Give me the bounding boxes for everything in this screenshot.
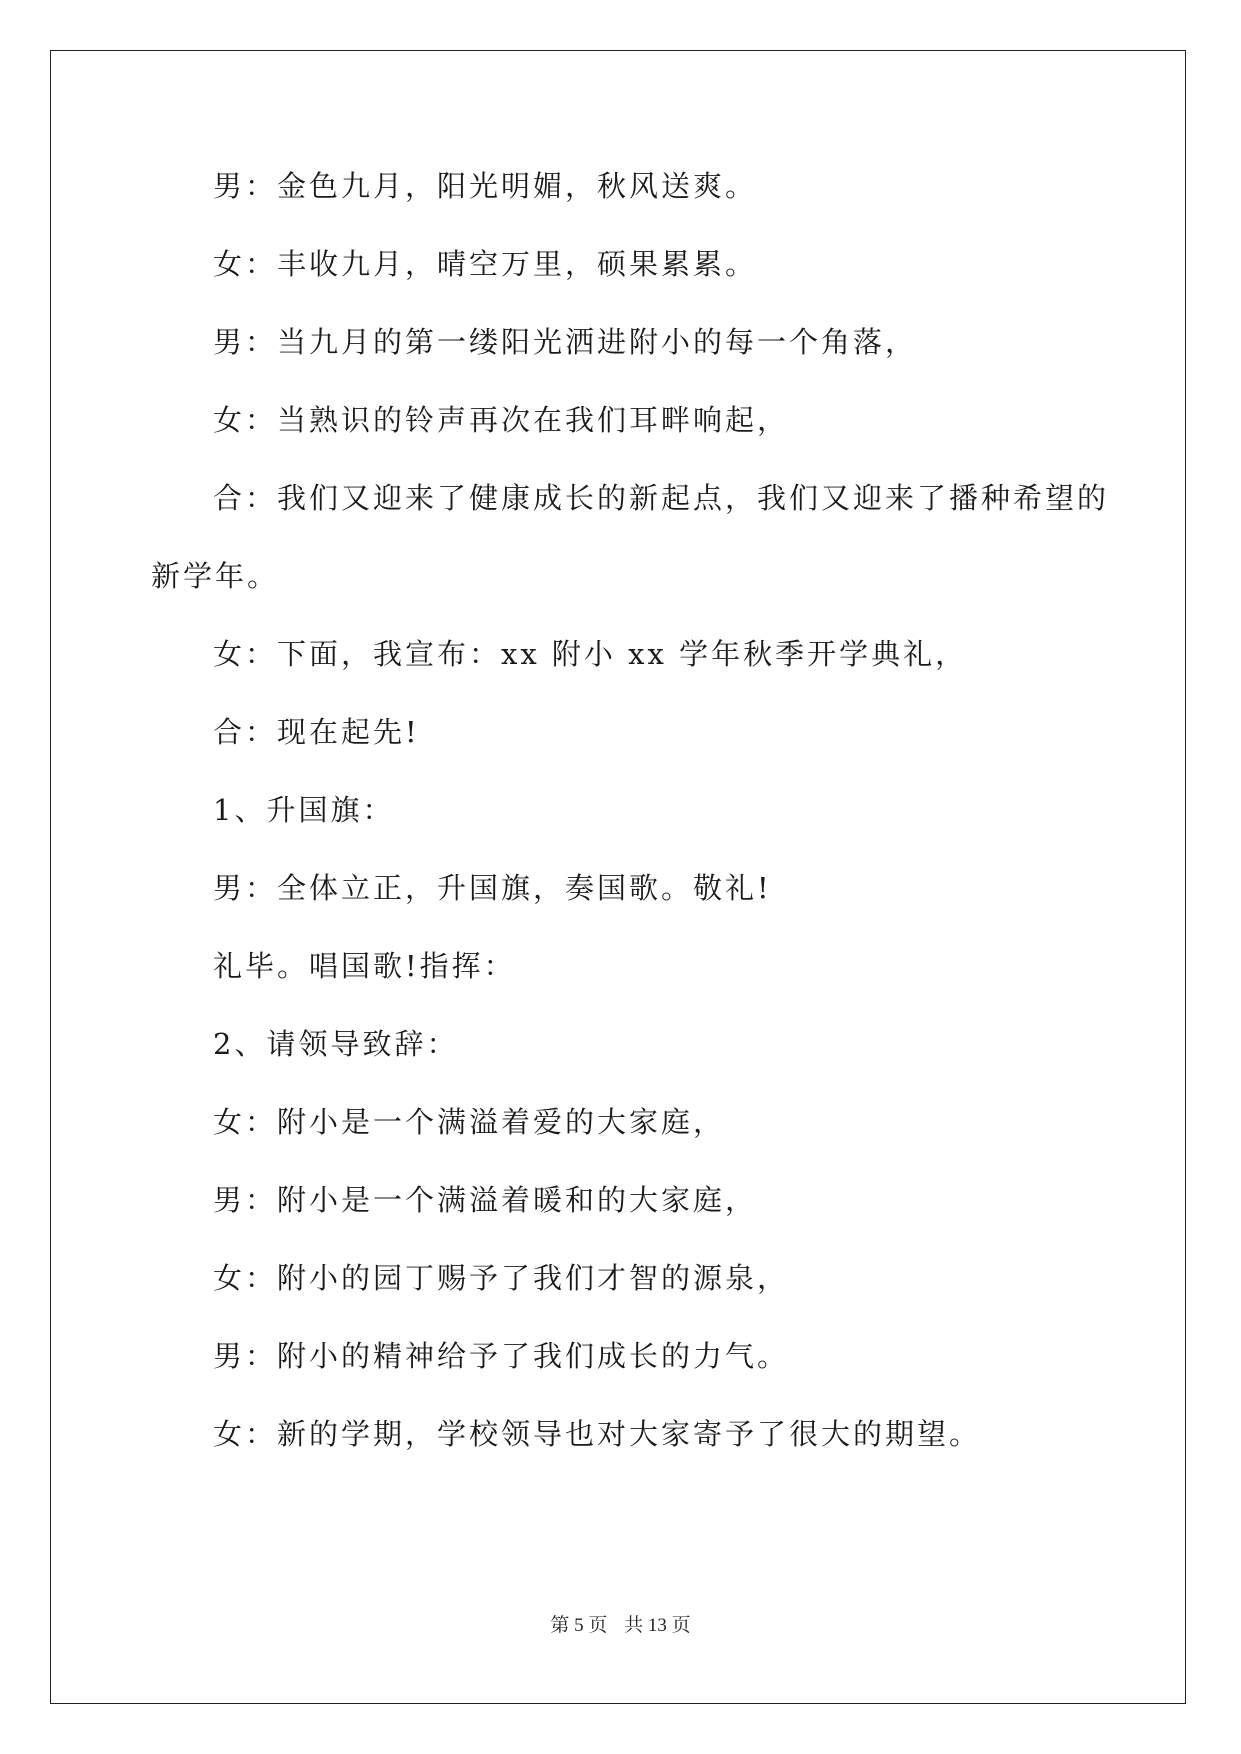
page-total: 共 13 页 bbox=[624, 1615, 691, 1636]
paragraph: 女：下面，我宣布：xx 附小 xx 学年秋季开学典礼， bbox=[213, 637, 968, 671]
paragraph: 合：现在起先! bbox=[213, 715, 420, 749]
paragraph: 合：我们又迎来了健康成长的新起点，我们又迎来了播种希望的 bbox=[213, 481, 1110, 515]
paragraph-continuation: 新学年。 bbox=[151, 559, 280, 593]
page-number: 第 5 页 bbox=[550, 1615, 608, 1636]
page-footer bbox=[0, 1610, 1241, 1637]
paragraph: 男：全体立正，升国旗，奏国歌。敬礼! bbox=[213, 871, 772, 905]
paragraph: 女：附小的园丁赐予了我们才智的源泉， bbox=[213, 1261, 790, 1295]
paragraph: 女：附小是一个满溢着爱的大家庭， bbox=[213, 1105, 726, 1139]
paragraph: 礼毕。唱国歌!指挥： bbox=[213, 949, 516, 983]
paragraph: 男：当九月的第一缕阳光洒进附小的每一个角落， bbox=[213, 325, 918, 359]
paragraph: 女：丰收九月，晴空万里，硕果累累。 bbox=[213, 247, 758, 281]
paragraph: 男：附小是一个满溢着暖和的大家庭， bbox=[213, 1183, 758, 1217]
paragraph: 女：当熟识的铃声再次在我们耳畔响起， bbox=[213, 403, 790, 437]
section-heading: 1、升国旗： bbox=[213, 793, 395, 827]
paragraph: 女：新的学期，学校领导也对大家寄予了很大的期望。 bbox=[213, 1417, 982, 1451]
paragraph: 男：金色九月，阳光明媚，秋风送爽。 bbox=[213, 169, 758, 203]
section-heading: 2、请领导致辞： bbox=[213, 1027, 459, 1061]
paragraph: 男：附小的精神给予了我们成长的力气。 bbox=[213, 1339, 790, 1373]
